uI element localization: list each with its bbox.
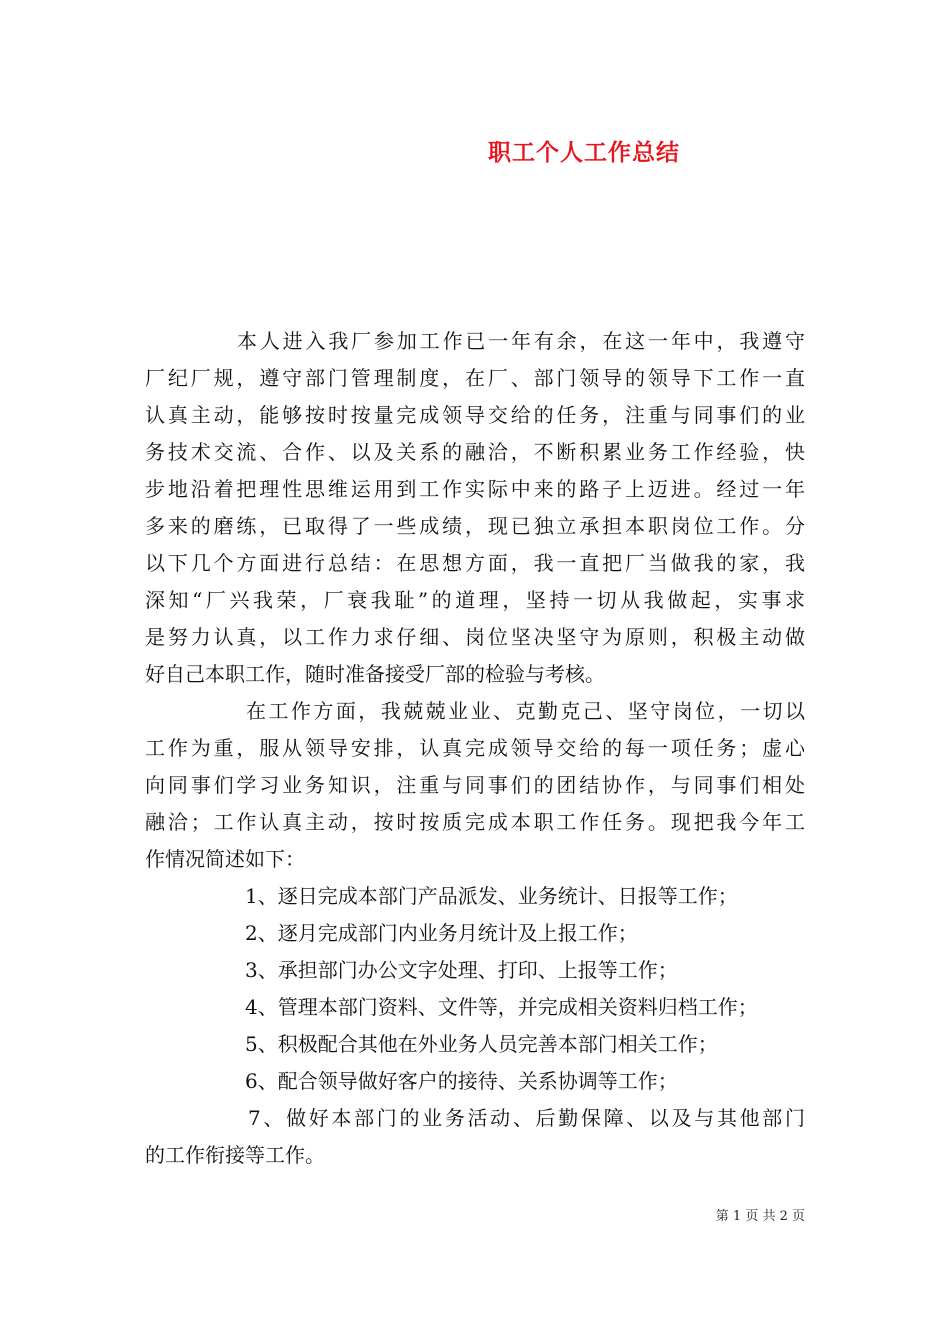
paragraph-line: 认真主动，能够按时按量完成领导交给的任务，注重与同事们的业 bbox=[145, 403, 805, 427]
paragraph-line: 融洽；工作认真主动，按时按质完成本职工作任务。现把我今年工 bbox=[145, 810, 805, 834]
list-item: 5、积极配合其他在外业务人员完善本部门相关工作； bbox=[245, 1032, 718, 1056]
paragraph-line: 工作为重，服从领导安排，认真完成领导交给的每一项任务；虚心 bbox=[145, 736, 805, 760]
paragraph-line: 是努力认真，以工作力求仔细、岗位坚决坚守为原则，积极主动做 bbox=[145, 625, 805, 649]
paragraph-line: 多来的磨练，已取得了一些成绩，现已独立承担本职岗位工作。分 bbox=[145, 514, 805, 538]
list-item: 1、逐日完成本部门产品派发、业务统计、日报等工作； bbox=[245, 884, 738, 908]
paragraph-line: 本人进入我厂参加工作已一年有余，在这一年中，我遵守 bbox=[237, 329, 805, 353]
document-title: 职工个人工作总结 bbox=[488, 139, 680, 166]
paragraph-line: 作情况简述如下： bbox=[145, 847, 305, 871]
paragraph-line: 步地沿着把理性思维运用到工作实际中来的路子上迈进。经过一年 bbox=[145, 477, 805, 501]
list-item: 2、逐月完成部门内业务月统计及上报工作； bbox=[245, 921, 638, 945]
list-item: 7、做好本部门的业务活动、后勤保障、以及与其他部门 bbox=[248, 1106, 805, 1130]
paragraph-line: 以下几个方面进行总结：在思想方面，我一直把厂当做我的家，我 bbox=[145, 551, 805, 575]
page-number: 第 1 页 共 2 页 bbox=[715, 1209, 805, 1224]
paragraph-line: 务技术交流、合作、以及关系的融洽，不断积累业务工作经验，快 bbox=[145, 440, 805, 464]
paragraph-line: 好自己本职工作，随时准备接受厂部的检验与考核。 bbox=[145, 662, 605, 686]
list-item: 6、配合领导做好客户的接待、关系协调等工作； bbox=[245, 1069, 678, 1093]
list-item-continuation: 的工作衔接等工作。 bbox=[145, 1143, 325, 1167]
paragraph-line: 深知“厂兴我荣，厂衰我耻”的道理，坚持一切从我做起，实事求 bbox=[145, 588, 805, 612]
paragraph-line: 在工作方面，我兢兢业业、克勤克己、坚守岗位，一切以 bbox=[246, 699, 805, 723]
document-body bbox=[145, 323, 805, 1174]
paragraph-line: 厂纪厂规，遵守部门管理制度，在厂、部门领导的领导下工作一直 bbox=[145, 366, 805, 390]
list-item: 3、承担部门办公文字处理、打印、上报等工作； bbox=[245, 958, 678, 982]
list-item: 4、管理本部门资料、文件等，并完成相关资料归档工作； bbox=[245, 995, 758, 1019]
paragraph-line: 向同事们学习业务知识，注重与同事们的团结协作，与同事们相处 bbox=[145, 773, 805, 797]
